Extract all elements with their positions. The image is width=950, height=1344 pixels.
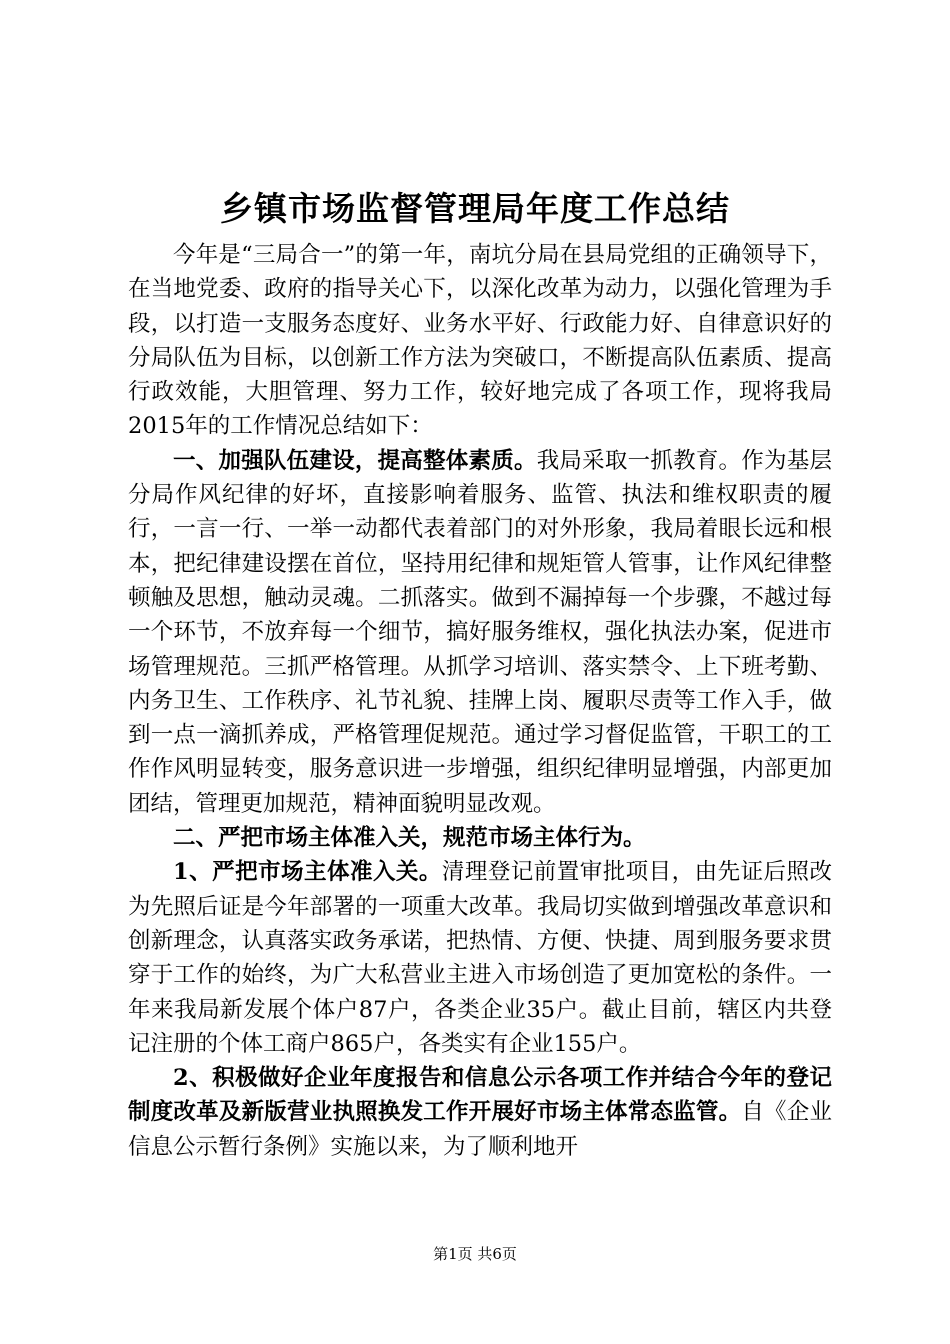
- sub2-body: 自《企业信息公示暂行条例》实施以来，为了顺利地开: [128, 1099, 832, 1160]
- sub1-heading: 1、严把市场主体准入关。: [173, 859, 442, 886]
- sub1-paragraph: [128, 855, 832, 1061]
- section1-body: 我局采取一抓教育。作为基层分局作风纪律的好坏，直接影响着服务、监管、执法和维权职责的履行，一言一行、一举一动都代表着部门的对外形象，我局着眼长远和根本，把纪律建设摆在首位，坚持用纪律和规矩管人管事，让作风纪律整顿触及思想，触动灵魂。二抓落实。做到不漏掉每一个步骤，不越过每一个环节，不放弃每一个细节，搞好服务维权，强化执法办案，促进市场管理规范。三抓严格管理。从抓学习培训、落实禁令、上下班考勤、内务卫生、工作秩序、礼节礼貌、挂牌上岗、履职尽责等工作入手，做到一点一滴抓养成，严格管理促规范。通过学习督促监管，干职工的工作作风明显转变，服务意识进一步增强，组织纪律明显增强，内部更加团结，管理更加规范，精神面貌明显改观。: [128, 447, 832, 817]
- intro-paragraph: 今年是“三局合一”的第一年，南坑分局在县局党组的正确领导下，在当地党委、政府的指导关心下，以深化改革为动力，以强化管理为手段，以打造一支服务态度好、业务水平好、行政能力好、自律意识好的分局队伍为目标，以创新工作方法为突破口，不断提高队伍素质、提高行政效能，大胆管理、努力工作，较好地完成了各项工作，现将我局2015年的工作情况总结如下：: [128, 242, 832, 440]
- section2-heading-paragraph: [128, 821, 832, 855]
- sub2-heading: 2、积极做好企业年度报告和信息公示各项工作并结合今年的登记制度改革及新版营业执照换发工作开展好市场主体常态监管。: [128, 1065, 832, 1126]
- sub2-paragraph: [128, 1061, 832, 1164]
- page-number-footer: 第1页 共6页: [433, 1245, 517, 1263]
- sub1-body: 清理登记前置审批项目，由先证后照改为先照后证是今年部署的一项重大改革。我局切实做到增强改革意识和创新理念，认真落实政务承诺，把热情、方便、快捷、周到服务要求贯穿于工作的始终，为广大私营业主进入市场创造了更加宽松的条件。一年来我局新发展个体户87户，各类企业35户。截止目前，辖区内共登记注册的个体工商户865户，各类实有企业155户。: [128, 859, 832, 1057]
- section1-paragraph: [128, 444, 832, 821]
- document-title: 乡镇市场监督管理局年度工作总结: [220, 189, 730, 228]
- document-body: [128, 238, 832, 1164]
- section2-heading: 二、严把市场主体准入关，规范市场主体行为。: [173, 825, 646, 852]
- section1-heading: 一、加强队伍建设，提高整体素质。: [173, 447, 537, 474]
